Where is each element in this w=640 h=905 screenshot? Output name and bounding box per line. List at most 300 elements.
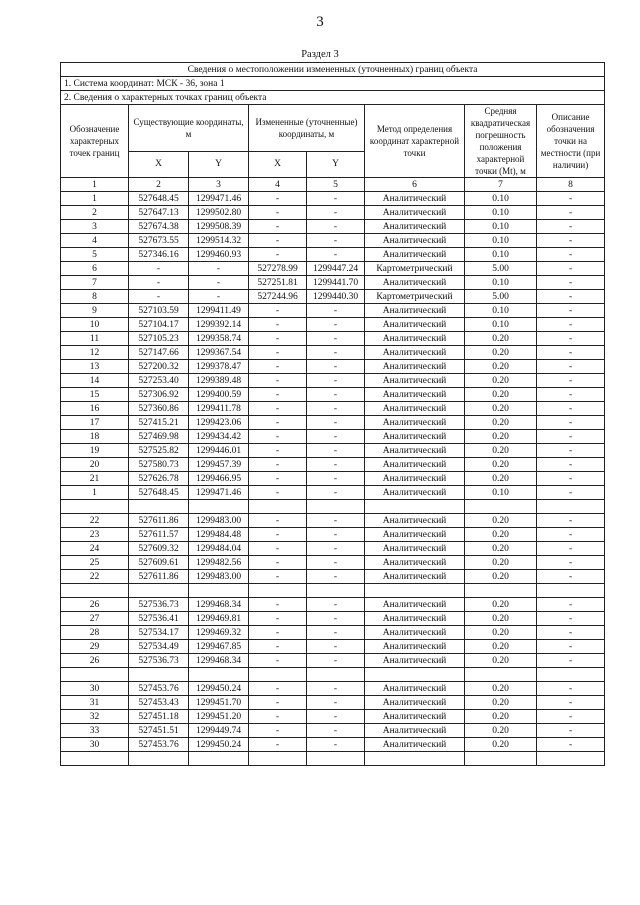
table-cell: 7 (61, 276, 129, 290)
table-cell: 1299411.78 (189, 402, 249, 416)
table-cell: - (249, 220, 307, 234)
table-cell: - (537, 318, 605, 332)
table-cell: 527525.82 (129, 444, 189, 458)
table-cell: Аналитический (365, 738, 465, 752)
table-cell: - (249, 374, 307, 388)
table-cell: - (249, 514, 307, 528)
table-cell: - (307, 710, 365, 724)
table-cell: 1 (61, 486, 129, 500)
table-cell: 527534.49 (129, 640, 189, 654)
empty-cell (249, 752, 307, 766)
table-cell: - (307, 416, 365, 430)
table-cell: 0.20 (465, 654, 537, 668)
table-cell: - (307, 234, 365, 248)
table-cell: - (307, 248, 365, 262)
table-cell: 0.20 (465, 472, 537, 486)
separator-row (61, 752, 605, 766)
table-cell: - (307, 598, 365, 612)
table-cell: - (307, 430, 365, 444)
table-cell: 1299446.01 (189, 444, 249, 458)
table-cell: 20 (61, 458, 129, 472)
table-cell: 527609.32 (129, 542, 189, 556)
empty-cell (189, 584, 249, 598)
table-cell: 527673.55 (129, 234, 189, 248)
table-cell: Аналитический (365, 696, 465, 710)
table-cell: - (249, 472, 307, 486)
table-cell: - (249, 346, 307, 360)
table-cell: 0.20 (465, 724, 537, 738)
empty-cell (249, 584, 307, 598)
table-cell: 527103.59 (129, 304, 189, 318)
table-cell: 0.20 (465, 416, 537, 430)
table-cell: 1299358.74 (189, 332, 249, 346)
table-cell: 527453.43 (129, 696, 189, 710)
table-cell: 1299400.59 (189, 388, 249, 402)
table-cell: 527415.21 (129, 416, 189, 430)
table-cell: 33 (61, 724, 129, 738)
table-row (61, 416, 605, 430)
empty-cell (189, 752, 249, 766)
table-cell: 0.10 (465, 248, 537, 262)
empty-cell (537, 500, 605, 514)
table-cell: - (189, 276, 249, 290)
table-cell: 13 (61, 360, 129, 374)
empty-cell (465, 752, 537, 766)
header-description: Описание обозначения точки на местности (при наличии) (537, 105, 605, 178)
table-cell: - (537, 640, 605, 654)
table-row (61, 220, 605, 234)
table-cell: 527360.86 (129, 402, 189, 416)
table-row (61, 696, 605, 710)
table-cell: 27 (61, 612, 129, 626)
column-number: 2 (129, 178, 189, 192)
table-cell: - (537, 556, 605, 570)
table-cell: 0.20 (465, 710, 537, 724)
table-row (61, 472, 605, 486)
table-cell: Аналитический (365, 402, 465, 416)
header-method: Метод определения координат характерной точки (365, 105, 465, 178)
table-cell: 0.20 (465, 402, 537, 416)
table-cell: - (307, 304, 365, 318)
table-cell: Аналитический (365, 472, 465, 486)
table-cell: 0.20 (465, 374, 537, 388)
section-title: Раздел 3 (301, 49, 339, 60)
table-cell: 0.10 (465, 304, 537, 318)
table-cell: 527536.41 (129, 612, 189, 626)
table-cell: 1299508.39 (189, 220, 249, 234)
table-cell: - (249, 724, 307, 738)
table-cell: Аналитический (365, 542, 465, 556)
table-cell: - (307, 472, 365, 486)
table-cell: - (307, 528, 365, 542)
table-row (61, 682, 605, 696)
table-cell: 25 (61, 556, 129, 570)
table-cell: 0.20 (465, 514, 537, 528)
table-cell: - (537, 290, 605, 304)
table-cell: 1299441.70 (307, 276, 365, 290)
table-cell: - (537, 472, 605, 486)
table-cell: - (307, 724, 365, 738)
coord-system: 1. Система координат: МСК - 36, зона 1 (61, 77, 605, 91)
table-cell: - (537, 192, 605, 206)
table-cell: Аналитический (365, 360, 465, 374)
empty-cell (307, 752, 365, 766)
table-row (61, 262, 605, 276)
table-cell: Аналитический (365, 710, 465, 724)
table-cell: 1299469.81 (189, 612, 249, 626)
table-cell: 0.10 (465, 234, 537, 248)
table-cell: 527674.38 (129, 220, 189, 234)
table-cell: - (249, 626, 307, 640)
separator-row (61, 584, 605, 598)
table-cell: - (307, 612, 365, 626)
column-number: 8 (537, 178, 605, 192)
empty-cell (61, 500, 129, 514)
table-cell: - (129, 276, 189, 290)
table-cell: - (537, 248, 605, 262)
empty-cell (249, 500, 307, 514)
table-cell: - (249, 542, 307, 556)
table-cell: 1299389.48 (189, 374, 249, 388)
table-cell: Аналитический (365, 304, 465, 318)
table-cell: 21 (61, 472, 129, 486)
table-row (61, 724, 605, 738)
table-cell: 1299378.47 (189, 360, 249, 374)
table-cell: 23 (61, 528, 129, 542)
table-cell: - (307, 486, 365, 500)
table-cell: - (307, 388, 365, 402)
table-cell: Аналитический (365, 318, 465, 332)
table-cell: 1299447.24 (307, 262, 365, 276)
table-row (61, 710, 605, 724)
table-cell: - (249, 710, 307, 724)
table-row (61, 276, 605, 290)
empty-cell (307, 500, 365, 514)
table-cell: Аналитический (365, 374, 465, 388)
table-cell: - (307, 556, 365, 570)
table-cell: Аналитический (365, 514, 465, 528)
separator-row (61, 500, 605, 514)
table-cell: 1299514.32 (189, 234, 249, 248)
empty-cell (129, 500, 189, 514)
table-cell: 16 (61, 402, 129, 416)
table-cell: 28 (61, 626, 129, 640)
empty-cell (365, 584, 465, 598)
table-cell: Аналитический (365, 458, 465, 472)
table-cell: 527534.17 (129, 626, 189, 640)
table-cell: 527244.96 (249, 290, 307, 304)
table-cell: 5 (61, 248, 129, 262)
table-body (61, 63, 605, 766)
column-number: 3 (189, 178, 249, 192)
table-cell: 4 (61, 234, 129, 248)
table-cell: - (307, 374, 365, 388)
table-cell: Аналитический (365, 626, 465, 640)
table-row (61, 332, 605, 346)
column-number: 7 (465, 178, 537, 192)
table-cell: 18 (61, 430, 129, 444)
table-cell: - (249, 402, 307, 416)
table-cell: 527580.73 (129, 458, 189, 472)
table-cell: 0.20 (465, 640, 537, 654)
table-cell: 1299434.42 (189, 430, 249, 444)
table-cell: - (537, 304, 605, 318)
table-cell: 527278.99 (249, 262, 307, 276)
table-cell: 0.20 (465, 332, 537, 346)
table-cell: Аналитический (365, 206, 465, 220)
table-cell: - (249, 360, 307, 374)
header-designation: Обозначение характерных точек границ (61, 105, 129, 178)
table-cell: - (537, 542, 605, 556)
column-number: 1 (61, 178, 129, 192)
table-cell: - (249, 528, 307, 542)
header-y-changed: Y (307, 151, 365, 177)
table-row (61, 542, 605, 556)
table-cell: - (537, 234, 605, 248)
table-cell: Аналитический (365, 276, 465, 290)
table-cell: - (537, 626, 605, 640)
table-cell: - (537, 528, 605, 542)
table-cell: Аналитический (365, 444, 465, 458)
table-cell: 0.20 (465, 528, 537, 542)
table-cell: Аналитический (365, 640, 465, 654)
table-cell: - (307, 332, 365, 346)
table-cell: Аналитический (365, 416, 465, 430)
table-cell: Аналитический (365, 430, 465, 444)
table-cell: - (249, 696, 307, 710)
table-row (61, 290, 605, 304)
table-cell: 1 (61, 192, 129, 206)
header-x-existing: X (129, 151, 189, 177)
table-cell: 1299471.46 (189, 192, 249, 206)
empty-cell (61, 752, 129, 766)
table-cell: 527253.40 (129, 374, 189, 388)
table-cell: 15 (61, 388, 129, 402)
table-cell: 1299484.04 (189, 542, 249, 556)
table-cell: 527105.23 (129, 332, 189, 346)
table-cell: 527611.86 (129, 514, 189, 528)
table-cell: 8 (61, 290, 129, 304)
table-cell: 31 (61, 696, 129, 710)
table-row (61, 430, 605, 444)
empty-cell (307, 584, 365, 598)
table-cell: 527536.73 (129, 598, 189, 612)
table-cell: 527346.16 (129, 248, 189, 262)
table-cell: - (249, 654, 307, 668)
table-cell: 9 (61, 304, 129, 318)
table-cell: - (537, 402, 605, 416)
table-cell: - (307, 206, 365, 220)
table-row (61, 626, 605, 640)
column-number-row (61, 178, 605, 192)
table-cell: 0.10 (465, 206, 537, 220)
table-cell: 1299460.93 (189, 248, 249, 262)
table-row (61, 360, 605, 374)
table-cell: 0.20 (465, 570, 537, 584)
table-cell: Аналитический (365, 570, 465, 584)
table-cell: 0.20 (465, 542, 537, 556)
table-cell: 0.20 (465, 346, 537, 360)
empty-cell (365, 752, 465, 766)
table-cell: Картометрический (365, 262, 465, 276)
table-cell: 30 (61, 738, 129, 752)
table-cell: 30 (61, 682, 129, 696)
table-cell: 527611.86 (129, 570, 189, 584)
separator-row (61, 668, 605, 682)
table-cell: - (307, 570, 365, 584)
column-number: 4 (249, 178, 307, 192)
table-cell: - (249, 458, 307, 472)
table-cell: 14 (61, 374, 129, 388)
table-cell: Аналитический (365, 556, 465, 570)
table-cell: - (307, 626, 365, 640)
table-cell: Аналитический (365, 528, 465, 542)
column-number: 5 (307, 178, 365, 192)
table-cell: 527306.92 (129, 388, 189, 402)
table-row (61, 556, 605, 570)
empty-cell (307, 668, 365, 682)
table-cell: 32 (61, 710, 129, 724)
table-cell: - (307, 346, 365, 360)
table-cell: - (249, 318, 307, 332)
table-cell: - (249, 430, 307, 444)
empty-cell (61, 668, 129, 682)
table-cell: - (537, 206, 605, 220)
table-cell: - (537, 374, 605, 388)
table-row (61, 598, 605, 612)
table-cell: 527611.57 (129, 528, 189, 542)
table-cell: Аналитический (365, 486, 465, 500)
table-cell: Аналитический (365, 654, 465, 668)
table-cell: - (129, 262, 189, 276)
table-cell: 1299450.24 (189, 682, 249, 696)
table-row (61, 570, 605, 584)
table-cell: 11 (61, 332, 129, 346)
table-cell: - (537, 654, 605, 668)
empty-cell (129, 752, 189, 766)
table-cell: - (307, 458, 365, 472)
table-cell: Аналитический (365, 612, 465, 626)
table-cell: Аналитический (365, 248, 465, 262)
table-cell: 0.20 (465, 598, 537, 612)
table-cell: 0.20 (465, 430, 537, 444)
table-row (61, 374, 605, 388)
table-cell: Аналитический (365, 682, 465, 696)
table-row (61, 318, 605, 332)
table-cell: - (307, 444, 365, 458)
table-cell: - (537, 682, 605, 696)
table-cell: - (537, 276, 605, 290)
table-cell: 1299457.39 (189, 458, 249, 472)
table-cell: 22 (61, 514, 129, 528)
table-cell: - (249, 598, 307, 612)
table-cell: 527453.76 (129, 738, 189, 752)
table-title: Сведения о местоположении измененных (уточненных) границ объекта (61, 63, 605, 77)
table-row (61, 304, 605, 318)
table-cell: 2 (61, 206, 129, 220)
table-cell: 0.10 (465, 220, 537, 234)
table-cell: - (307, 318, 365, 332)
table-cell: 1299423.06 (189, 416, 249, 430)
table-cell: - (307, 640, 365, 654)
table-row (61, 738, 605, 752)
table-cell: 1299468.34 (189, 654, 249, 668)
table-cell: - (249, 640, 307, 654)
table-cell: 1299484.48 (189, 528, 249, 542)
table-cell: - (129, 290, 189, 304)
header-changed: Измененные (уточненные) координаты, м (249, 105, 365, 152)
table-cell: 1299482.56 (189, 556, 249, 570)
table-cell: - (537, 360, 605, 374)
table-cell: 0.10 (465, 486, 537, 500)
table-cell: Аналитический (365, 346, 465, 360)
table-cell: - (537, 696, 605, 710)
table-cell: 527648.45 (129, 192, 189, 206)
table-cell: - (249, 388, 307, 402)
empty-cell (465, 584, 537, 598)
empty-cell (189, 668, 249, 682)
empty-cell (61, 584, 129, 598)
table-cell: 10 (61, 318, 129, 332)
table-row (61, 444, 605, 458)
table-cell: 12 (61, 346, 129, 360)
table-cell: - (537, 430, 605, 444)
table-cell: 527251.81 (249, 276, 307, 290)
table-cell: 0.20 (465, 696, 537, 710)
empty-cell (537, 584, 605, 598)
table-cell: Аналитический (365, 192, 465, 206)
table-cell: - (189, 290, 249, 304)
table-cell: 527469.98 (129, 430, 189, 444)
table-cell: 26 (61, 598, 129, 612)
table-cell: - (249, 486, 307, 500)
table-cell: - (537, 262, 605, 276)
table-cell: - (249, 416, 307, 430)
table-row (61, 486, 605, 500)
table-cell: 1299449.74 (189, 724, 249, 738)
table-cell: 0.20 (465, 458, 537, 472)
empty-cell (465, 500, 537, 514)
table-cell: 1299467.85 (189, 640, 249, 654)
table-cell: 1299451.20 (189, 710, 249, 724)
table-cell: 0.10 (465, 318, 537, 332)
table-cell: - (307, 542, 365, 556)
table-cell: - (537, 486, 605, 500)
table-cell: 1299502.80 (189, 206, 249, 220)
table-cell: 0.20 (465, 738, 537, 752)
table-cell: 1299451.70 (189, 696, 249, 710)
table-cell: - (537, 416, 605, 430)
table-cell: - (537, 570, 605, 584)
table-cell: - (307, 682, 365, 696)
table-cell: - (249, 206, 307, 220)
table-row (61, 234, 605, 248)
header-x-changed: X (249, 151, 307, 177)
table-cell: - (307, 192, 365, 206)
table-cell: 1299483.00 (189, 514, 249, 528)
table-cell: - (537, 346, 605, 360)
table-cell: - (537, 738, 605, 752)
table-cell: 5.00 (465, 290, 537, 304)
table-cell: Аналитический (365, 332, 465, 346)
header-y-existing: Y (189, 151, 249, 177)
table-cell: 1299466.95 (189, 472, 249, 486)
table-row (61, 206, 605, 220)
table-cell: - (307, 220, 365, 234)
table-cell: - (249, 304, 307, 318)
table-cell: 527648.45 (129, 486, 189, 500)
table-cell: - (537, 220, 605, 234)
